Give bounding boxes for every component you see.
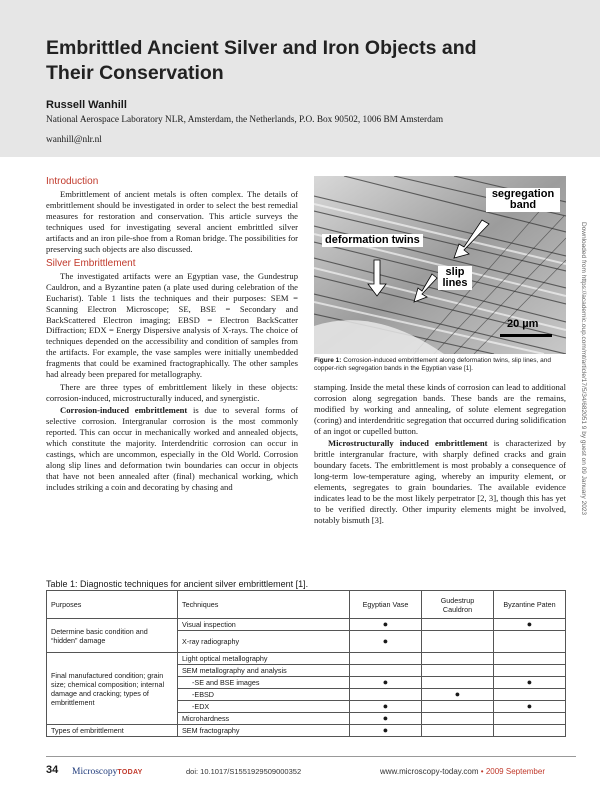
micrograph-figure (314, 176, 566, 354)
intro-paragraph: Embrittlement of ancient metals is often complex. The details of embrittlement should be investigated in order to select the best remedial measures for restoration and conservation. This article surveys the techniques used for investigating several ancient embrittled silver artifacts and an iron pile-shoe from a Roman bridge. The possibilities for preserving such objects are also discussed. (46, 189, 298, 254)
technique-cell: SEM metallography and analysis (178, 665, 350, 677)
micro-term: Microstructurally induced embrittlement (328, 438, 488, 449)
figure-caption-label: Figure 1: (314, 357, 342, 364)
footer-site (380, 767, 545, 776)
figure-caption (314, 357, 566, 373)
brand-microscopy: Microscopy (72, 767, 118, 777)
technique-cell: Visual inspection (178, 619, 350, 631)
technique-cell: X-ray radiography (178, 631, 350, 653)
page-number: 34 (46, 764, 59, 776)
right-paragraph-1: stamping. Inside the metal these kinds of corrosion can lead to additional corrosion along segregation bands. These bands are the remains, modified by working and annealing, of solute element segregation (coring) and interdendritic segregation that occurred during solidification of an ingot or cupelled button. (314, 382, 566, 436)
technique-cell: Light optical metallography (178, 653, 350, 665)
author-affiliation: National Aerospace Laboratory NLR, Amsterdam, the Netherlands, P.O. Box 90502, 1006 BM Amsterdam (46, 115, 444, 125)
header-techniques: Techniques (178, 591, 350, 619)
silver-paragraph-2: There are three types of embrittlement likely in these objects: corrosion-induced, microstructurally induced, and synergistic. (46, 381, 298, 403)
mark-cell (494, 725, 566, 737)
table-row (47, 725, 566, 737)
mark-cell (494, 713, 566, 725)
mark-cell: ● (350, 713, 422, 725)
corrosion-paragraph (46, 405, 298, 493)
techniques-table (46, 590, 566, 737)
purpose-cell: Final manufactured condition; grain size; chemical composition; internal damage and cracking; types of embrittlement (47, 653, 178, 725)
mark-cell: ● (494, 701, 566, 713)
doi-link[interactable]: doi: 10.1017/S1551929509000352 (186, 767, 302, 776)
intro-heading: Introduction (46, 176, 99, 187)
table-row (47, 619, 566, 631)
table-header-row (47, 591, 566, 619)
purpose-cell: Types of embrittlement (47, 725, 178, 737)
mark-cell (422, 713, 494, 725)
silver-heading: Silver Embrittlement (46, 257, 136, 269)
mark-cell (494, 689, 566, 701)
right-column (314, 382, 566, 527)
footer-bullet: • (480, 767, 484, 776)
header-purposes: Purposes (47, 591, 178, 619)
technique-cell: Microhardness (178, 713, 350, 725)
technique-cell: -SE and BSE images (178, 677, 350, 689)
technique-cell: -EDX (178, 701, 350, 713)
download-watermark-text: Downloaded from https://academic.oup.com/mt/article/17/5/34/682051 9 by guest on 09 January 2023 (580, 222, 587, 516)
mark-cell (350, 665, 422, 677)
mark-cell: ● (422, 689, 494, 701)
download-watermark (577, 222, 589, 582)
issue-month: September (505, 767, 545, 776)
mark-cell (494, 653, 566, 665)
micro-paragraph (314, 438, 566, 526)
mark-cell (422, 677, 494, 689)
author-name: Russell Wanhill (46, 99, 127, 111)
author-email[interactable]: wanhill@nlr.nl (46, 135, 102, 145)
table-title: Table 1: Diagnostic techniques for ancient silver embrittlement [1]. (46, 579, 309, 589)
header-byzantine-paten: Byzantine Paten (494, 591, 566, 619)
mark-cell (350, 689, 422, 701)
mark-cell (422, 619, 494, 631)
scale-bar-label: 20 µm (507, 318, 539, 330)
mark-cell: ● (494, 677, 566, 689)
corrosion-term: Corrosion-induced embrittlement (60, 405, 188, 416)
mark-cell (494, 665, 566, 677)
mark-cell (422, 665, 494, 677)
silver-paragraph-1: The investigated artifacts were an Egyptian vase, the Gundestrup Cauldron, and a Byzantine paten (a plate used during celebration of the Eucharist). Table 1 lists the techniques and their purposes: SEM = Scanning Electron Microscope; SE, BSE = Secondary and BackScattered Electron imaging; EBSD = Electron BackScatter Diffraction; EDX = Energy Dispersive analysis of X-rays. The choice of techniques depended on the accessibility and condition of samples from the artifacts. For example, the vase samples were initially unembedded fragments that could be examined fractographically. The other samples had already been prepared for metallography. (46, 270, 298, 380)
issue-year: 2009 (485, 767, 504, 776)
figure-caption-text: Corrosion-induced embrittlement along deformation twins, slip lines, and copper-rich segregation bands in the Egyptian vase [1]. (314, 357, 552, 372)
mark-cell (422, 725, 494, 737)
article-title: Embrittled Ancient Silver and Iron Objects and Their Conservation (46, 37, 477, 84)
mark-cell (494, 631, 566, 653)
slip-lines-label: slip lines (438, 266, 472, 290)
technique-cell: -EBSD (178, 689, 350, 701)
mark-cell: ● (350, 677, 422, 689)
micro-text: is characterized by brittle intergranular fracture, with sharply defined cracks and grain boundary facets. The embrittlement is most probably a consequence of long-term low-temperature aging, whereby an impurity element, or elements, segregates to grain boundaries. The available evidence indicates lead to be the most likely perpetrator [2, 3], though this has yet to be verified directly. Other impurity elements might be involved, notably bismuth [3]. (314, 438, 566, 525)
deformation-twins-label: deformation twins (322, 234, 423, 247)
mark-cell: ● (350, 619, 422, 631)
mark-cell: ● (350, 725, 422, 737)
technique-cell: SEM fractography (178, 725, 350, 737)
mark-cell (422, 631, 494, 653)
corrosion-text: is due to several forms of selective corrosion. Intergranular corrosion is the most commonly reported. This can occur in mechanically worked and annealed objects, which constitute the majority. Interdendritic corrosion can occur in castings, which are uncommon, especially in the Old World. Corrosion along slip lines and deformation twin boundaries can occur in objects that have not been annealed after (final) mechanical working, which includes striking a coin and decorating by chasing and (46, 405, 298, 492)
mark-cell (422, 701, 494, 713)
mark-cell (350, 653, 422, 665)
header-egyptian-vase: Egyptian Vase (350, 591, 422, 619)
table-row (47, 653, 566, 665)
mark-cell (422, 653, 494, 665)
mark-cell: ● (350, 631, 422, 653)
journal-brand (72, 766, 143, 777)
mark-cell: ● (494, 619, 566, 631)
footer-rule (46, 756, 576, 757)
left-column (46, 176, 298, 494)
segregation-band-label: segregation band (486, 188, 560, 212)
purpose-cell: Determine basic condition and “hidden” damage (47, 619, 178, 653)
brand-today: TODAY (117, 769, 143, 776)
mark-cell: ● (350, 701, 422, 713)
website-link[interactable]: www.microscopy-today.com (380, 767, 479, 776)
header-gudestrup-cauldron: Gudestrup Cauldron (422, 591, 494, 619)
